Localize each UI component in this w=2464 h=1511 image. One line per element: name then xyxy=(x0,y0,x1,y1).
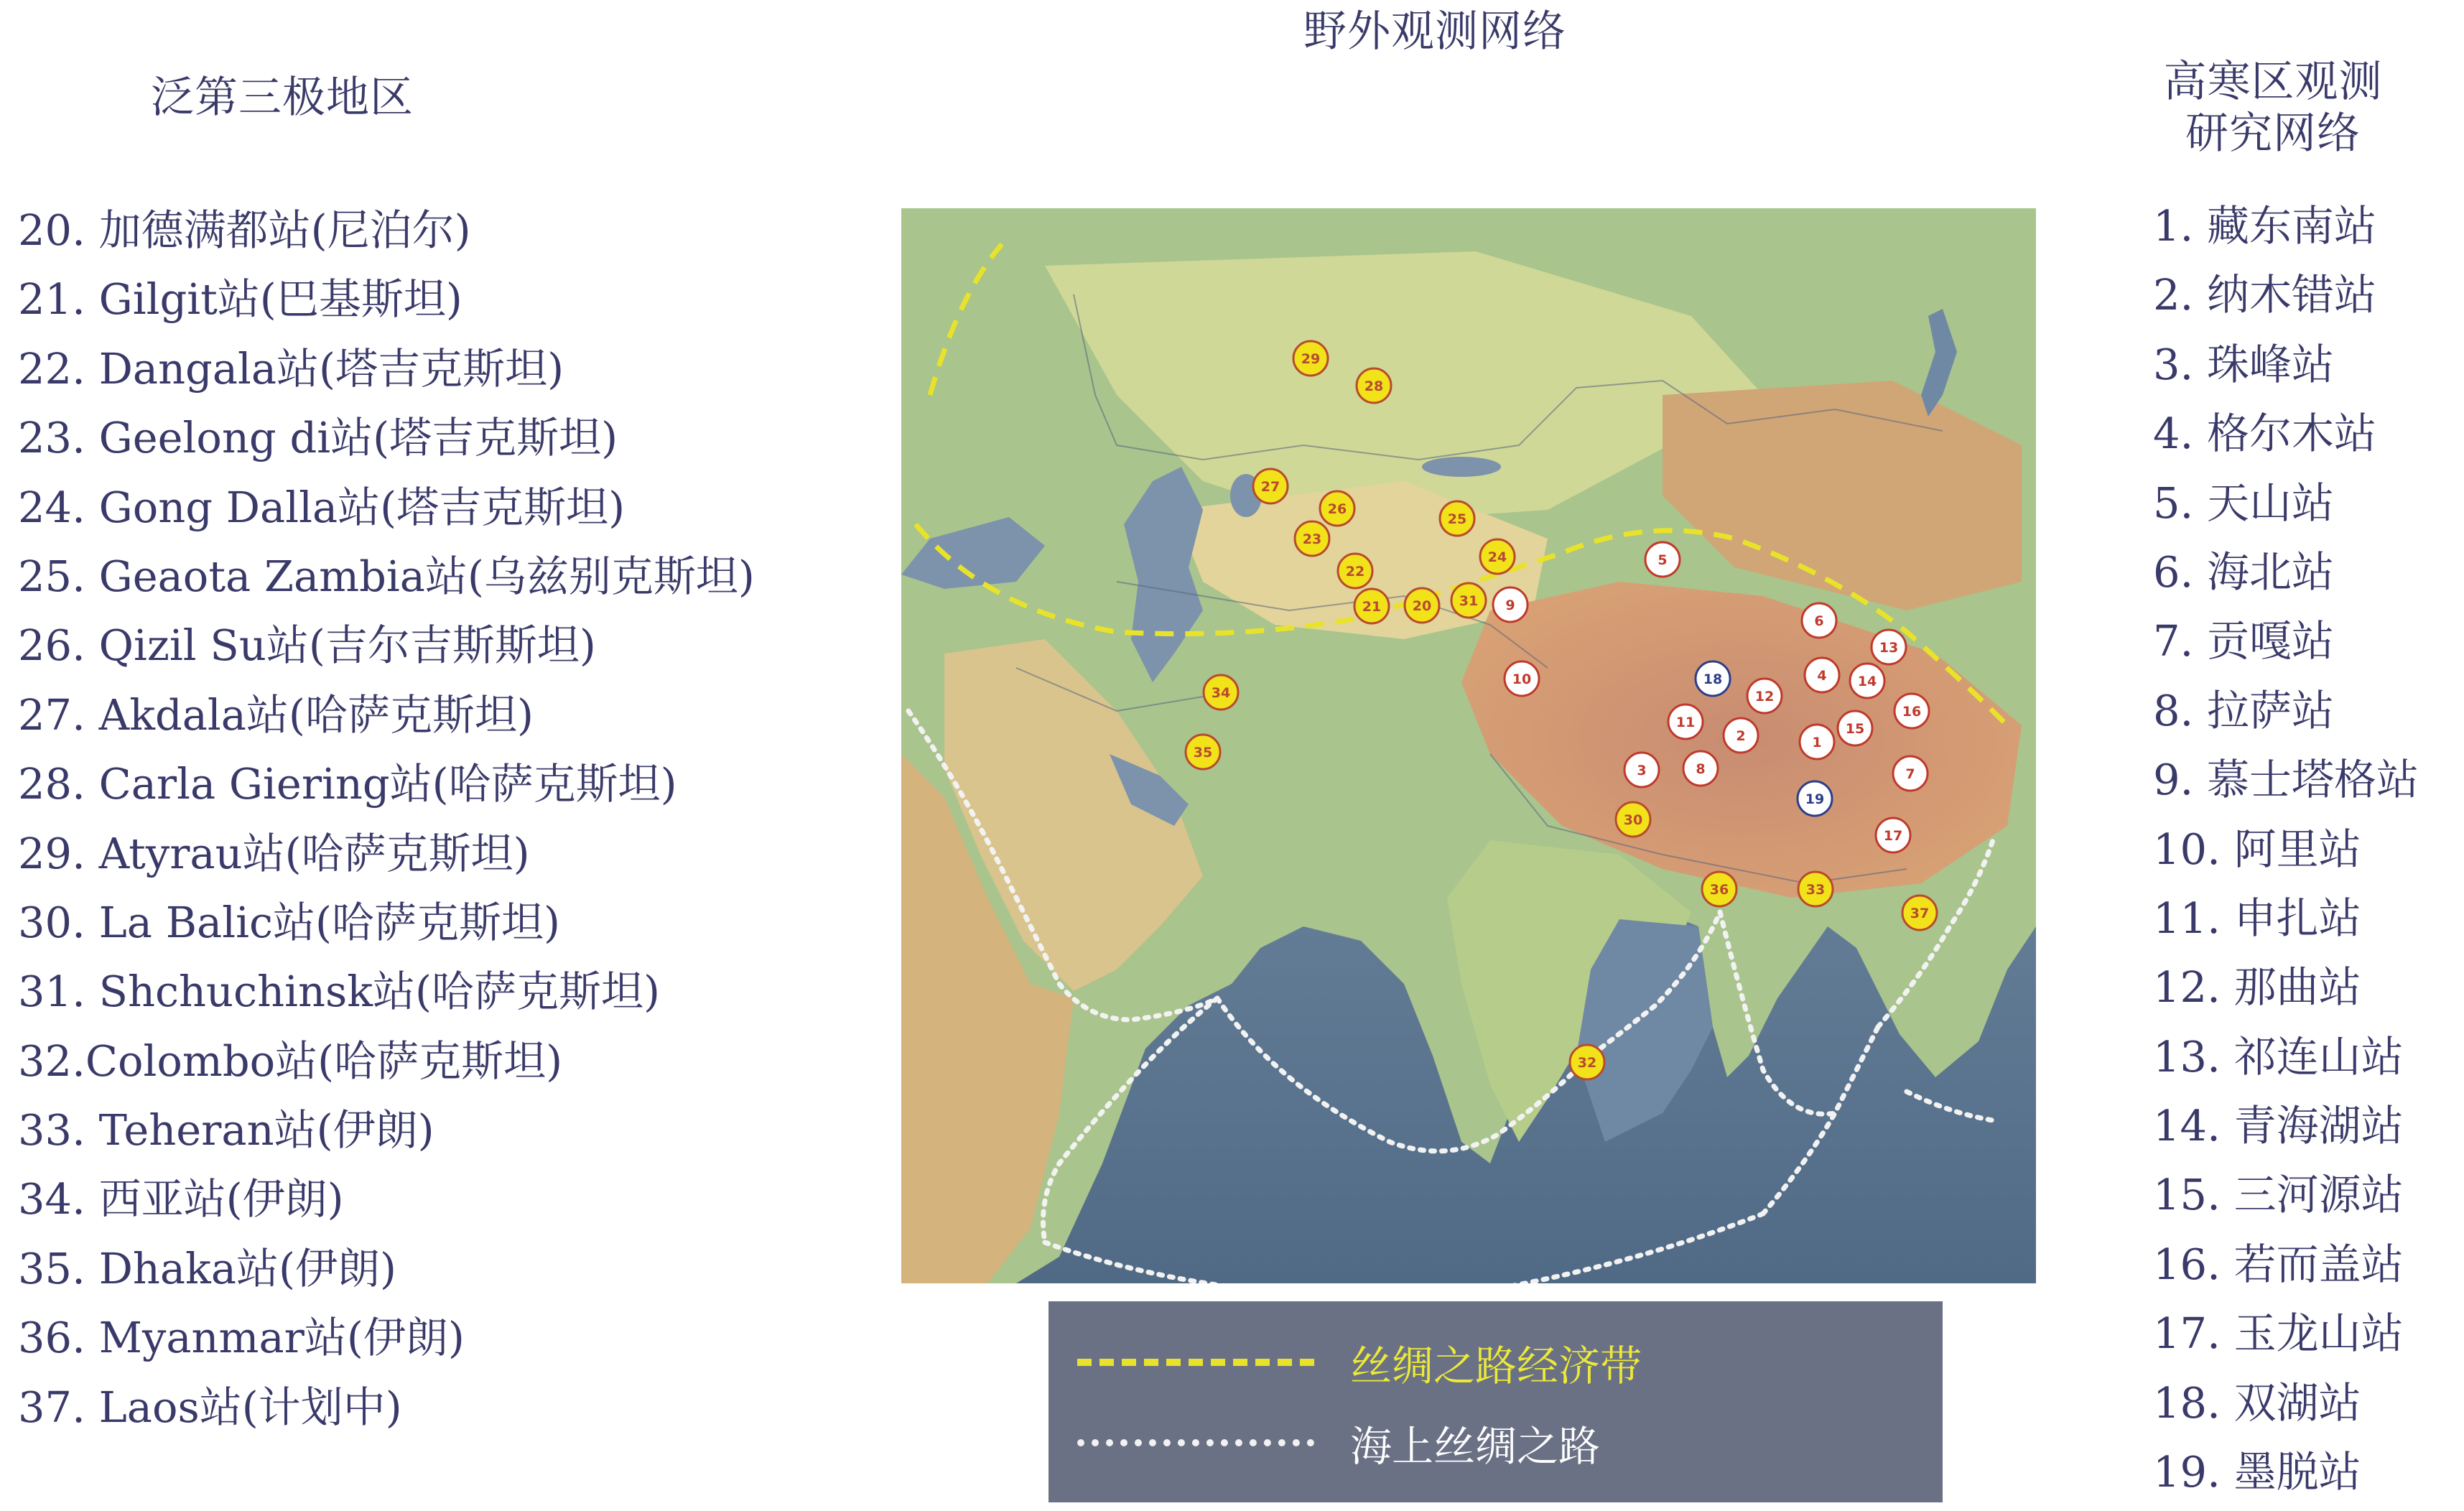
svg-text:4: 4 xyxy=(1817,668,1827,684)
station-item-1: 1. 藏东南站 xyxy=(2153,201,2377,251)
svg-text:19: 19 xyxy=(1805,791,1825,807)
svg-text:31: 31 xyxy=(1459,593,1479,609)
marker-15 xyxy=(1838,711,1872,745)
marker-3 xyxy=(1624,753,1659,787)
station-item-37: 37. Laos站(计划中) xyxy=(18,1382,402,1432)
lake-balkhash xyxy=(1422,457,1501,477)
station-item-8: 8. 拉萨站 xyxy=(2153,685,2335,735)
marker-25 xyxy=(1440,501,1474,536)
marker-31 xyxy=(1451,583,1486,618)
svg-text:26: 26 xyxy=(1327,501,1347,517)
marker-36 xyxy=(1702,872,1737,906)
marker-29 xyxy=(1293,341,1328,376)
marker-17 xyxy=(1876,818,1910,852)
marker-24 xyxy=(1480,539,1515,574)
station-item-25: 25. Geaota Zambia站(乌兹别克斯坦) xyxy=(18,551,755,601)
station-item-31: 31. Shchuchinsk站(哈萨克斯坦) xyxy=(18,967,661,1017)
station-item-11: 11. 申扎站 xyxy=(2153,893,2361,943)
station-item-4: 4. 格尔木站 xyxy=(2153,409,2377,459)
svg-text:3: 3 xyxy=(1637,763,1647,778)
marker-7 xyxy=(1893,756,1928,791)
station-item-21: 21. Gilgit站(巴基斯坦) xyxy=(18,274,462,325)
station-item-15: 15. 三河源站 xyxy=(2153,1170,2404,1220)
svg-text:25: 25 xyxy=(1447,511,1467,527)
marker-37 xyxy=(1902,896,1937,930)
station-item-16: 16. 若而盖站 xyxy=(2153,1239,2404,1289)
marker-35 xyxy=(1186,735,1220,769)
svg-text:9: 9 xyxy=(1505,598,1515,613)
marker-32 xyxy=(1570,1045,1604,1079)
svg-text:2: 2 xyxy=(1736,728,1746,744)
marker-9 xyxy=(1493,587,1528,622)
map-legend xyxy=(1049,1301,1943,1502)
station-item-27: 27. Akdala站(哈萨克斯坦) xyxy=(18,689,534,740)
marker-33 xyxy=(1798,872,1833,906)
station-item-10: 10. 阿里站 xyxy=(2153,824,2361,874)
svg-text:23: 23 xyxy=(1302,531,1322,547)
svg-text:34: 34 xyxy=(1211,685,1231,701)
marker-22 xyxy=(1338,554,1372,588)
marker-2 xyxy=(1724,718,1758,753)
station-item-28: 28. Carla Giering站(哈萨克斯坦) xyxy=(18,759,677,809)
marker-13 xyxy=(1872,630,1906,664)
svg-text:13: 13 xyxy=(1879,640,1899,656)
marker-6 xyxy=(1802,603,1836,638)
svg-text:22: 22 xyxy=(1345,564,1365,580)
legend-silk-road xyxy=(1077,1326,1642,1398)
right-heading: 高寒区观测研究网络 xyxy=(2163,57,2383,159)
station-item-9: 9. 慕士塔格站 xyxy=(2153,755,2419,805)
observation-map xyxy=(901,208,2036,1283)
station-item-36: 36. Myanmar站(伊朗) xyxy=(18,1313,465,1363)
station-item-6: 6. 海北站 xyxy=(2153,547,2335,597)
svg-text:1: 1 xyxy=(1812,735,1822,750)
legend-maritime-road xyxy=(1077,1407,1600,1479)
svg-text:20: 20 xyxy=(1412,598,1432,614)
center-heading: 野外观测网络 xyxy=(1303,6,1566,57)
station-item-13: 13. 祁连山站 xyxy=(2153,1031,2404,1082)
station-item-5: 5. 天山站 xyxy=(2153,478,2335,528)
svg-text:14: 14 xyxy=(1857,674,1877,689)
station-item-7: 7. 贡嘎站 xyxy=(2153,616,2335,666)
svg-text:28: 28 xyxy=(1364,378,1384,394)
svg-text:37: 37 xyxy=(1910,906,1930,921)
marker-14 xyxy=(1850,664,1884,698)
station-item-3: 3. 珠峰站 xyxy=(2153,339,2335,389)
station-item-18: 18. 双湖站 xyxy=(2153,1377,2361,1428)
svg-text:29: 29 xyxy=(1301,351,1321,367)
svg-text:12: 12 xyxy=(1754,689,1775,705)
station-item-30: 30. La Balic站(哈萨克斯坦) xyxy=(18,897,561,947)
dashed-line-swatch xyxy=(1077,1359,1314,1366)
marker-1 xyxy=(1800,725,1834,759)
marker-30 xyxy=(1616,802,1650,837)
international-station-list xyxy=(18,196,755,1442)
station-item-22: 22. Dangala站(塔吉克斯坦) xyxy=(18,343,564,394)
domestic-station-list xyxy=(2153,192,2419,1507)
svg-text:7: 7 xyxy=(1905,766,1915,782)
svg-text:18: 18 xyxy=(1703,671,1723,687)
marker-4 xyxy=(1805,658,1839,692)
svg-text:32: 32 xyxy=(1577,1055,1597,1071)
station-item-23: 23. Geelong di站(塔吉克斯坦) xyxy=(18,413,618,463)
station-item-26: 26. Qizil Su站(吉尔吉斯斯坦) xyxy=(18,620,596,671)
svg-text:8: 8 xyxy=(1696,761,1706,777)
svg-text:5: 5 xyxy=(1658,552,1668,568)
station-item-32: 32.Colombo站(哈萨克斯坦) xyxy=(18,1036,563,1086)
marker-21 xyxy=(1354,589,1389,623)
station-item-34: 34. 西亚站(伊朗) xyxy=(18,1174,344,1224)
station-item-19: 19. 墨脱站 xyxy=(2153,1447,2361,1497)
svg-text:11: 11 xyxy=(1675,715,1696,730)
marker-28 xyxy=(1357,368,1391,403)
dotted-line-swatch xyxy=(1077,1439,1314,1446)
marker-20 xyxy=(1405,588,1439,623)
station-item-14: 14. 青海湖站 xyxy=(2153,1101,2404,1151)
svg-text:30: 30 xyxy=(1623,812,1643,828)
station-item-24: 24. Gong Dalla站(塔吉克斯坦) xyxy=(18,482,626,532)
svg-text:35: 35 xyxy=(1193,745,1213,761)
station-item-17: 17. 玉龙山站 xyxy=(2153,1308,2404,1359)
marker-10 xyxy=(1505,661,1539,696)
svg-text:16: 16 xyxy=(1902,704,1922,720)
station-item-2: 2. 纳木错站 xyxy=(2153,270,2377,320)
station-item-29: 29. Atyrau站(哈萨克斯坦) xyxy=(18,828,530,878)
svg-text:17: 17 xyxy=(1883,828,1903,844)
marker-18 xyxy=(1696,661,1730,696)
station-item-12: 12. 那曲站 xyxy=(2153,962,2361,1013)
marker-5 xyxy=(1645,542,1680,577)
svg-text:27: 27 xyxy=(1260,479,1280,495)
marker-34 xyxy=(1204,675,1238,710)
marker-11 xyxy=(1668,705,1703,739)
marker-16 xyxy=(1895,694,1929,728)
station-item-35: 35. Dhaka站(伊朗) xyxy=(18,1243,397,1293)
station-item-20: 20. 加德满都站(尼泊尔) xyxy=(18,205,471,255)
svg-text:6: 6 xyxy=(1814,613,1824,629)
legend-silk-road-label: 丝绸之路经济带 xyxy=(1350,1342,1642,1390)
station-item-33: 33. Teheran站(伊朗) xyxy=(18,1105,434,1156)
svg-text:36: 36 xyxy=(1709,882,1729,898)
marker-19 xyxy=(1798,781,1832,816)
marker-27 xyxy=(1253,469,1288,503)
marker-12 xyxy=(1747,679,1782,713)
marker-26 xyxy=(1320,491,1354,526)
svg-text:21: 21 xyxy=(1362,599,1382,615)
left-heading: 泛第三极地区 xyxy=(151,73,414,123)
marker-8 xyxy=(1683,751,1718,786)
svg-text:15: 15 xyxy=(1845,721,1865,737)
legend-maritime-label: 海上丝绸之路 xyxy=(1350,1422,1601,1471)
svg-text:24: 24 xyxy=(1487,549,1507,565)
marker-23 xyxy=(1295,521,1329,556)
svg-text:33: 33 xyxy=(1805,882,1826,898)
svg-text:10: 10 xyxy=(1512,671,1532,687)
